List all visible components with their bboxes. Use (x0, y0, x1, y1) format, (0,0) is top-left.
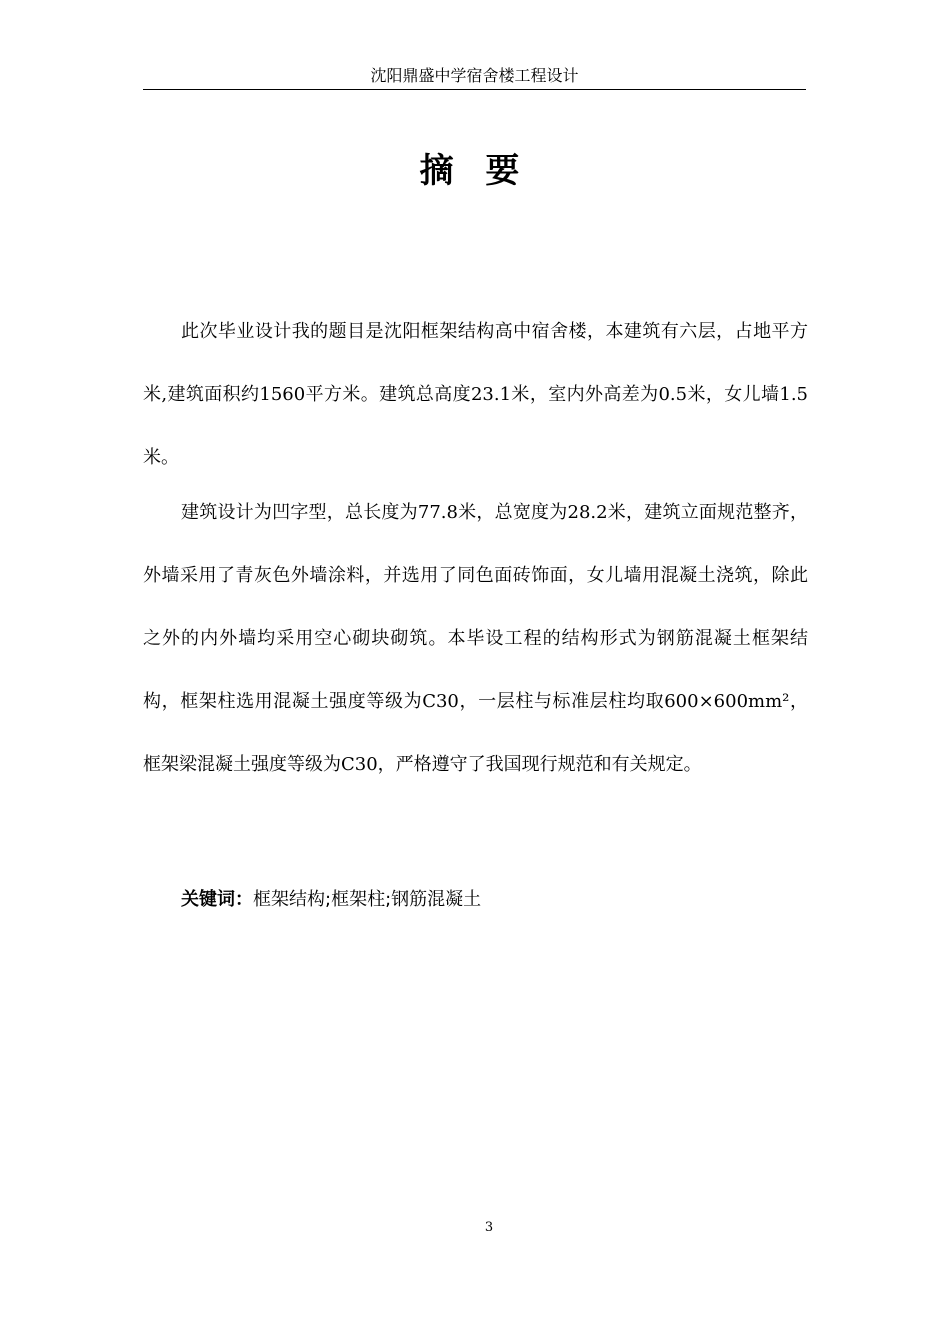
abstract-title: 摘 要 (419, 151, 530, 191)
keywords-value: 框架结构;框架柱;钢筋混凝土 (253, 889, 482, 910)
abstract-paragraph-2: 建筑设计为凹字型，总长度为77.8米，总宽度为28.2米，建筑立面规范整齐，外墙采用了青灰色外墙涂料，并选用了同色面砖饰面，女儿墙用混凝土浇筑，除此之外的内外墙均采用空心砌块砌筑。本毕设工程的结构形式为钢筋混凝土框架结构，框架柱选用混凝土强度等级为C30，一层柱与标准层柱均取600×600mm²，框架梁混凝土强度等级为C30，严格遵守了我国现行规范和有关规定。 (143, 502, 808, 775)
page-number: 3 (484, 1220, 494, 1235)
running-header: 沈阳鼎盛中学宿舍楼工程设计 (370, 66, 579, 85)
keywords-line (181, 885, 481, 915)
header-divider (143, 89, 806, 90)
keywords-label: 关键词： (181, 889, 253, 910)
abstract-paragraph-1: 此次毕业设计我的题目是沈阳框架结构高中宿舍楼，本建筑有六层，占地平方米,建筑面积约1560平方米。建筑总高度23.1米，室内外高差为0.5米，女儿墙1.5米。 (143, 321, 808, 468)
